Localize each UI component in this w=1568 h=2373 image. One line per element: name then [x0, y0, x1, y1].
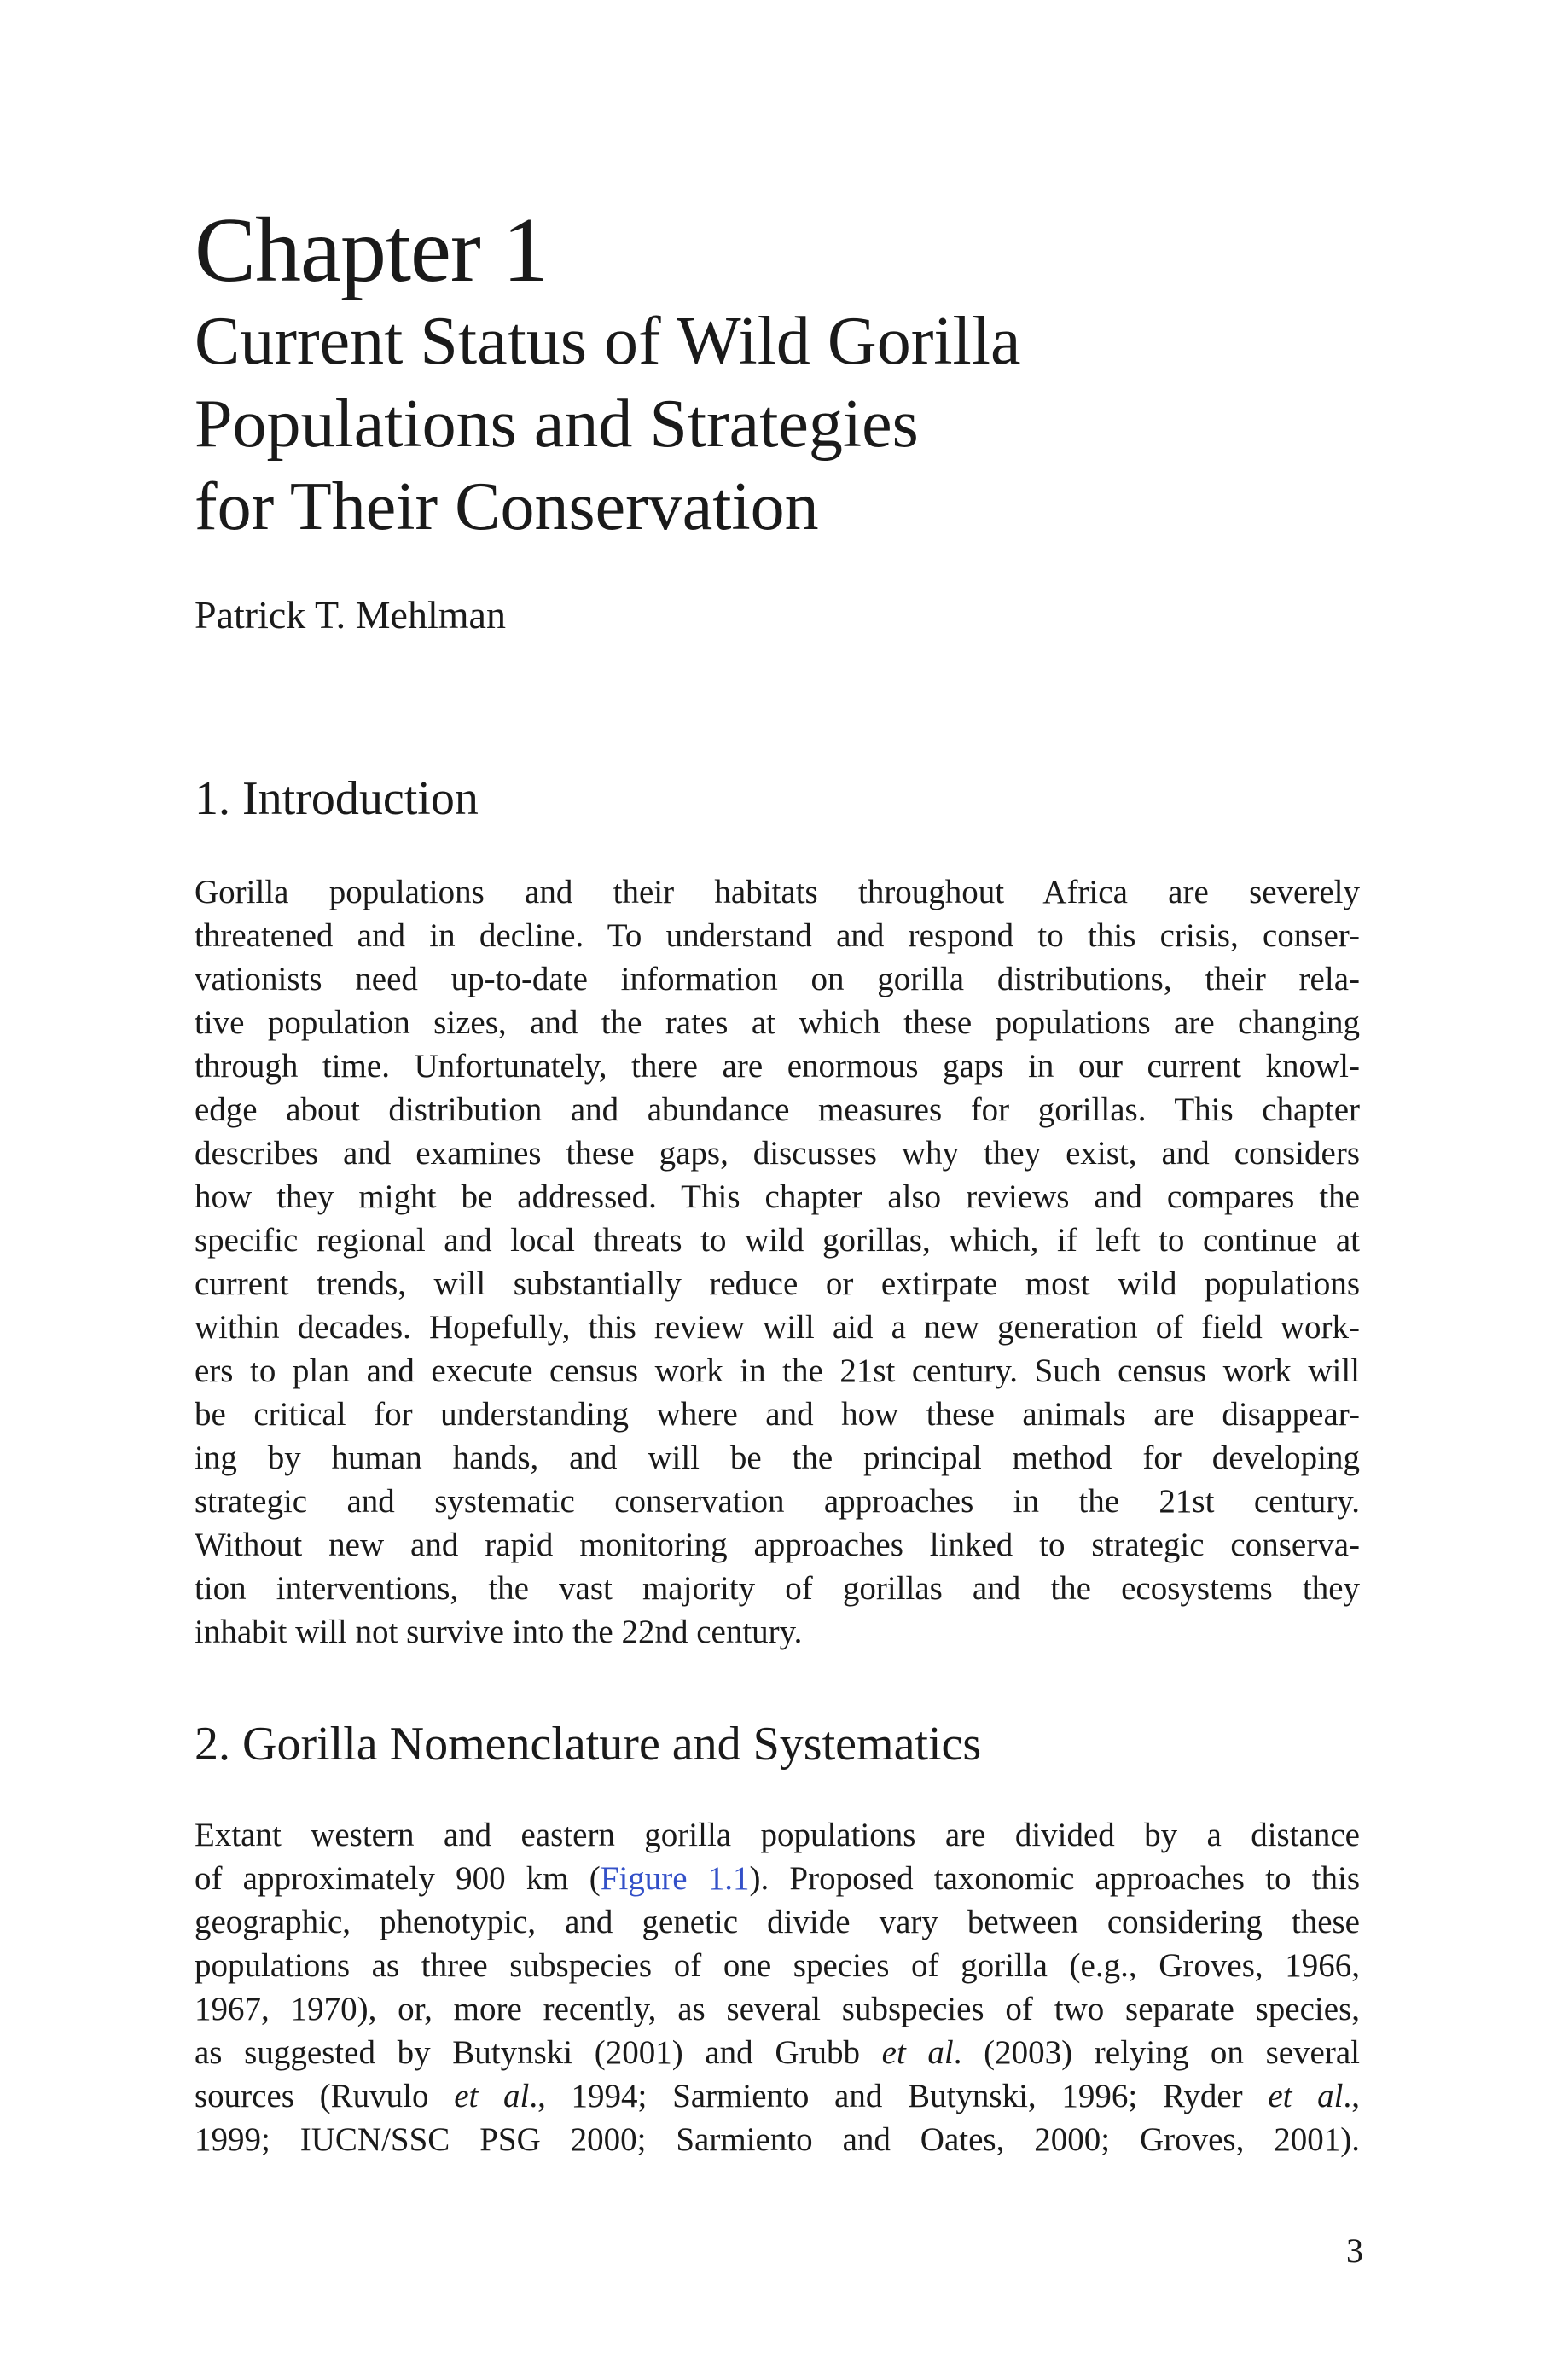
paragraph-line: Extant western and eastern gorilla populations are divided by a distance	[195, 1817, 1360, 1853]
chapter-title-line: for Their Conservation	[195, 469, 819, 544]
chapter-title-line: Populations and Strategies	[195, 387, 919, 462]
paragraph-line: populations as three subspecies of one species of gorilla (e.g., Groves, 1966,	[195, 1947, 1360, 1984]
text-run: .,	[1343, 2078, 1360, 2114]
paragraph-line: within decades. Hopefully, this review will aid a new generation of field work-	[195, 1309, 1360, 1346]
paragraph-line: vationists need up-to-date information on gorilla distributions, their rela-	[195, 961, 1360, 997]
paragraph-line: edge about distribution and abundance measures for gorillas. This chapter	[195, 1091, 1360, 1128]
paragraph-line: how they might be addressed. This chapter also reviews and compares the	[195, 1178, 1360, 1215]
paragraph-line	[195, 2031, 1360, 2074]
chapter-title	[195, 300, 1406, 549]
paragraph-line: inhabit will not survive into the 22nd century.	[195, 1614, 803, 1650]
text-run: ., 1994; Sarmiento and Butynski, 1996; Ryder	[529, 2078, 1269, 2114]
paragraph-line: Without new and rapid monitoring approaches linked to strategic conserva-	[195, 1527, 1360, 1563]
paragraph-line: 1967, 1970), or, more recently, as several subspecies of two separate species,	[195, 1991, 1360, 2027]
paragraph-line: ing by human hands, and will be the principal method for developing	[195, 1440, 1360, 1476]
chapter-title-line: Current Status of Wild Gorilla	[195, 304, 1021, 379]
nomenclature-paragraph	[195, 1813, 1360, 2161]
paragraph-line: geographic, phenotypic, and genetic divide vary between considering these	[195, 1904, 1360, 1940]
author-name: Patrick T. Mehlman	[195, 593, 506, 637]
introduction-paragraph	[195, 870, 1360, 1654]
text-run: ). Proposed taxonomic approaches to this	[749, 1860, 1360, 1897]
text-run: as suggested by Butynski (2001) and Grubb	[195, 2034, 882, 2071]
paragraph-line: strategic and systematic conservation approaches in the 21st century.	[195, 1483, 1360, 1520]
paragraph-line: specific regional and local threats to wild gorillas, which, if left to continue at	[195, 1222, 1360, 1259]
paragraph-line: through time. Unfortunately, there are enormous gaps in our current knowl-	[195, 1048, 1360, 1085]
italic-et-al: et al	[1268, 2078, 1344, 2114]
paragraph-line: describes and examines these gaps, discusses why they exist, and considers	[195, 1135, 1360, 1172]
figure-1-1-link[interactable]: Figure 1.1	[600, 1860, 750, 1897]
paragraph-line: ers to plan and execute census work in the 21st century. Such census work will	[195, 1352, 1360, 1389]
italic-et-al: et al	[454, 2078, 530, 2114]
paragraph-line: Gorilla populations and their habitats throughout Africa are severely	[195, 874, 1360, 910]
text-run: of approximately 900 km (	[195, 1860, 601, 1897]
page-number: 3	[1346, 2231, 1363, 2270]
section-heading-nomenclature: 2. Gorilla Nomenclature and Systematics	[195, 1718, 982, 1771]
paragraph-line: current trends, will substantially reduce or extirpate most wild populations	[195, 1265, 1360, 1302]
paragraph-line: threatened and in decline. To understand and respond to this crisis, conser-	[195, 917, 1360, 954]
paragraph-line: be critical for understanding where and how these animals are disappear-	[195, 1396, 1360, 1433]
section-heading-introduction: 1. Introduction	[195, 772, 479, 825]
paragraph-line: tive population sizes, and the rates at which these populations are changing	[195, 1004, 1360, 1041]
paragraph-line	[195, 1857, 1360, 1900]
paragraph-line: tion interventions, the vast majority of gorillas and the ecosystems they	[195, 1570, 1360, 1607]
text-run: sources (Ruvulo	[195, 2078, 455, 2114]
text-run: . (2003) relying on several	[953, 2034, 1360, 2071]
italic-et-al: et al	[881, 2034, 954, 2071]
paragraph-line	[195, 2074, 1360, 2118]
paragraph-line: 1999; IUCN/SSC PSG 2000; Sarmiento and Oates, 2000; Groves, 2001).	[195, 2121, 1360, 2158]
chapter-label: Chapter 1	[195, 200, 548, 301]
